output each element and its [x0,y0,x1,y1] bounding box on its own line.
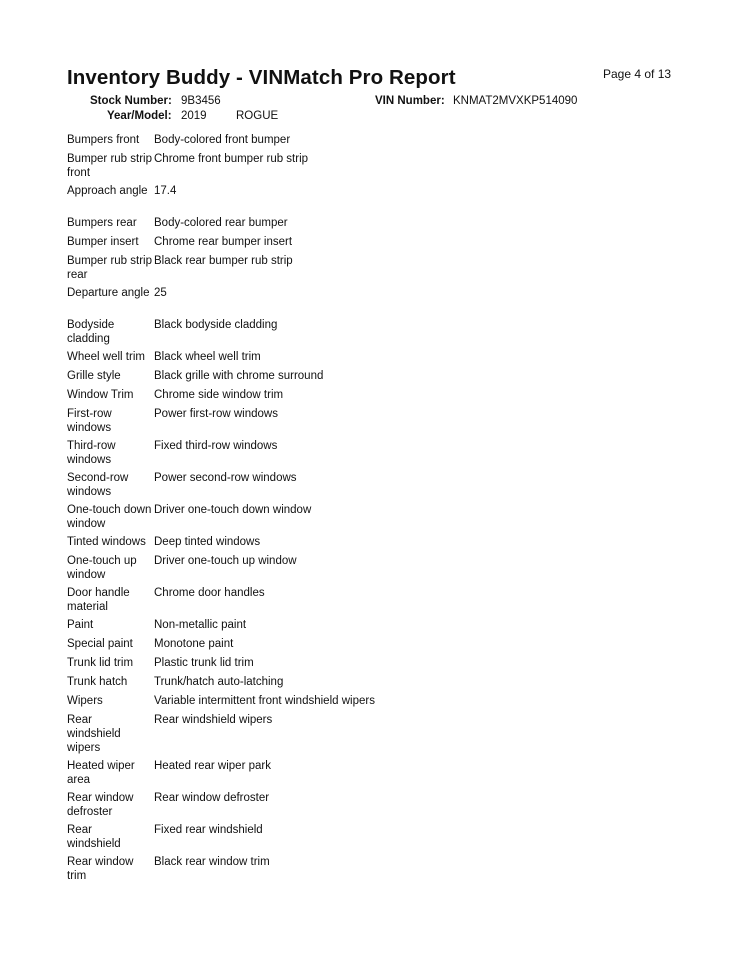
vin-value: KNMAT2MVXKP514090 [453,95,578,107]
spec-value: Trunk/hatch auto-latching [154,676,284,688]
spec-label: Third-row windows [67,440,116,466]
spec-label: Heated wiper area [67,760,135,786]
spec-label: Rear windshield [67,824,121,850]
spec-value: Chrome side window trim [154,389,284,401]
spec-value: Chrome front bumper rub strip [154,153,309,165]
spec-value: Power second-row windows [154,472,297,484]
spec-value: Non-metallic paint [154,619,247,631]
report-title: Inventory Buddy - VINMatch Pro Report [67,66,456,89]
spec-label: Grille style [67,370,121,382]
spec-value: Driver one-touch up window [154,555,297,567]
spec-value: Rear windshield wipers [154,714,273,726]
spec-label: Approach angle [67,185,148,197]
model-value: ROGUE [236,110,279,122]
spec-label: Tinted windows [67,536,146,548]
spec-value: Plastic trunk lid trim [154,657,254,669]
spec-label: One-touch down window [67,504,152,530]
stock-number-value: 9B3456 [181,95,221,107]
spec-value: Rear window defroster [154,792,270,804]
spec-value: Black grille with chrome surround [154,370,324,382]
spec-value: Chrome rear bumper insert [154,236,293,248]
spec-label: First-row windows [67,408,112,434]
spec-label: Bodyside cladding [67,319,115,345]
spec-label: Rear window defroster [67,792,134,818]
spec-label: Wheel well trim [67,351,145,363]
spec-value: Heated rear wiper park [154,760,271,772]
spec-label: Trunk lid trim [67,657,134,669]
spec-label: Special paint [67,638,133,650]
spec-value: Fixed rear windshield [154,824,263,836]
spec-value: Black rear bumper rub strip [154,255,293,267]
spec-label: Rear window trim [67,856,134,882]
spec-value: Variable intermittent front windshield wipers [154,695,375,707]
stock-number-label: Stock Number: [90,95,172,107]
spec-label: Bumper rub strip front [67,153,153,179]
spec-value: Monotone paint [154,638,234,650]
spec-value: Body-colored rear bumper [154,217,288,229]
spec-value: Driver one-touch down window [154,504,312,516]
spec-label: Bumper rub strip rear [67,255,153,281]
spec-label: Trunk hatch [67,676,128,688]
spec-label: Rear windshield wipers [67,714,121,754]
spec-value: Black wheel well trim [154,351,261,363]
page-number: Page 4 of 13 [603,67,672,81]
spec-label: Bumper insert [67,236,139,248]
spec-value: Fixed third-row windows [154,440,278,452]
year-model-label: Year/Model: [107,110,172,122]
spec-value: 17.4 [154,185,177,197]
spec-label: Bumpers front [67,134,140,146]
spec-value: Chrome door handles [154,587,265,599]
vin-label: VIN Number: [375,95,445,107]
spec-label: Paint [67,619,94,631]
spec-value: Body-colored front bumper [154,134,291,146]
spec-label: Second-row windows [67,472,129,498]
spec-label: Wipers [67,695,103,707]
spec-value: Black rear window trim [154,856,270,868]
year-value: 2019 [181,110,207,122]
spec-label: Departure angle [67,287,150,299]
spec-label: Door handle material [67,587,130,613]
spec-value: Black bodyside cladding [154,319,278,331]
spec-label: Bumpers rear [67,217,137,229]
spec-value: Deep tinted windows [154,536,261,548]
spec-label: Window Trim [67,389,134,401]
spec-label: One-touch up window [67,555,137,581]
spec-value: 25 [154,287,167,299]
spec-value: Power first-row windows [154,408,278,420]
